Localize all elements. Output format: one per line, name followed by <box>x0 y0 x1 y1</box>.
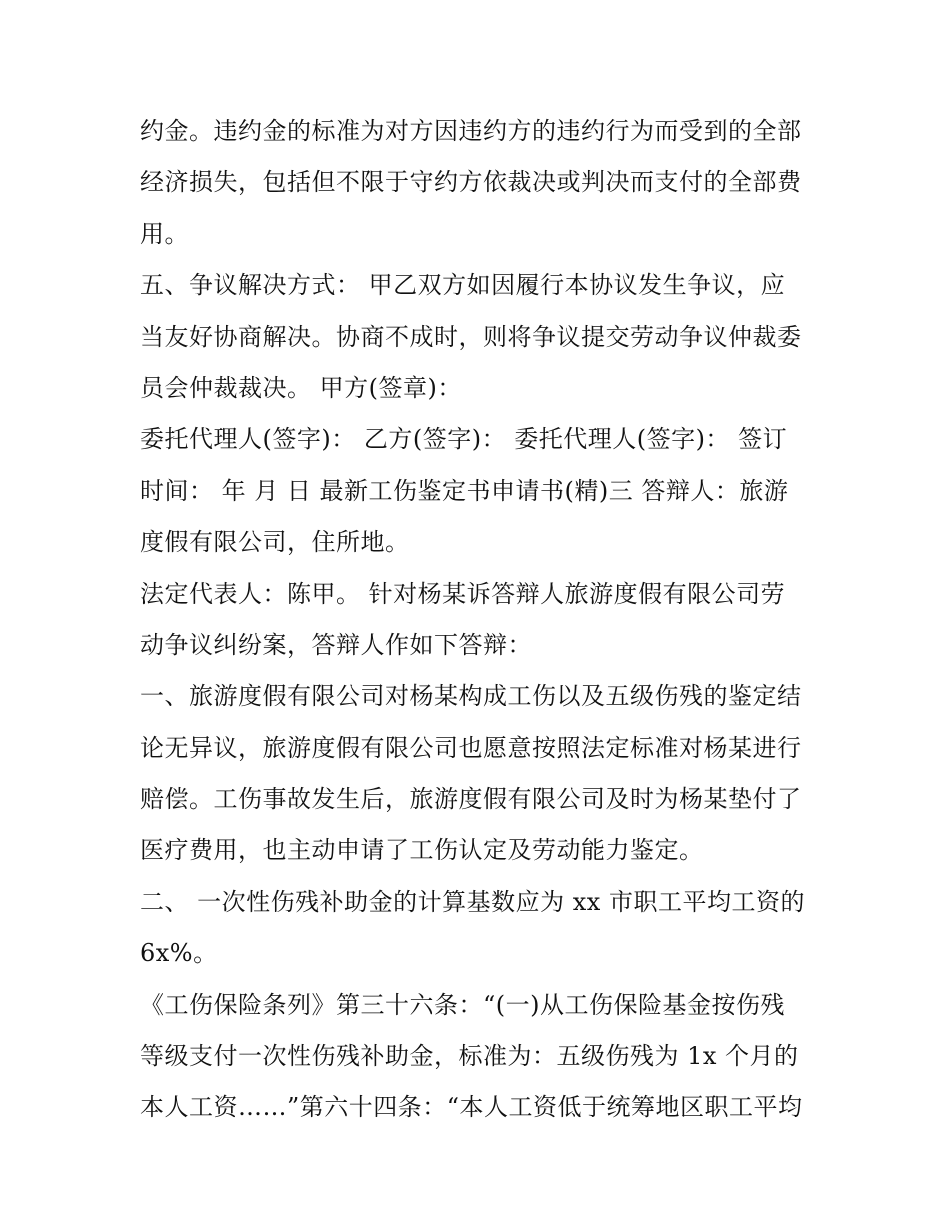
text-line: 一、旅游度假有限公司对杨某构成工伤以及五级伤残的鉴定结 <box>140 682 802 711</box>
text-line: 五、争议解决方式： 甲乙双方如因履行本协议发生争议，应 <box>140 271 786 300</box>
text-line: 经济损失，包括但不限于守约方依裁决或判决而支付的全部费 <box>140 168 802 197</box>
text-line: 员会仲裁裁决。 甲方(签章)： <box>140 373 462 402</box>
text-line: 《工伤保险条列》第三十六条：“(一)从工伤保险基金按伤残 <box>140 990 785 1019</box>
text-line: 论无异议，旅游度假有限公司也愿意按照法定标准对杨某进行 <box>140 733 802 762</box>
text-line: 6x%。 <box>140 939 218 968</box>
text-line: 当友好协商解决。协商不成时，则将争议提交劳动争议仲裁委 <box>140 322 802 351</box>
text-line: 法定代表人：陈甲。 针对杨某诉答辩人旅游度假有限公司劳 <box>140 579 786 608</box>
text-line: 动争议纠纷案，答辩人作如下答辩： <box>140 630 532 659</box>
text-line: 医疗费用，也主动申请了工伤认定及劳动能力鉴定。 <box>140 836 704 865</box>
text-line: 本人工资……”第六十四条：“本人工资低于统筹地区职工平均 <box>140 1093 803 1122</box>
text-line: 二、 一次性伤残补助金的计算基数应为 xx 市职工平均工资的 <box>140 887 805 916</box>
text-line: 用。 <box>140 219 189 248</box>
text-line: 度假有限公司，住所地。 <box>140 528 410 557</box>
text-line: 委托代理人(签字)： 乙方(签字)： 委托代理人(签字)： 签订 <box>140 425 788 454</box>
text-line: 赔偿。工伤事故发生后，旅游度假有限公司及时为杨某垫付了 <box>140 785 802 814</box>
document-body <box>140 106 820 1134</box>
text-line: 约金。违约金的标准为对方因违约方的违约行为而受到的全部 <box>140 117 802 145</box>
text-line: 时间： 年 月 日 最新工伤鉴定书申请书(精)三 答辩人：旅游 <box>140 476 789 505</box>
text-line: 等级支付一次性伤残补助金，标准为：五级伤残为 1x 个月的 <box>140 1042 799 1071</box>
